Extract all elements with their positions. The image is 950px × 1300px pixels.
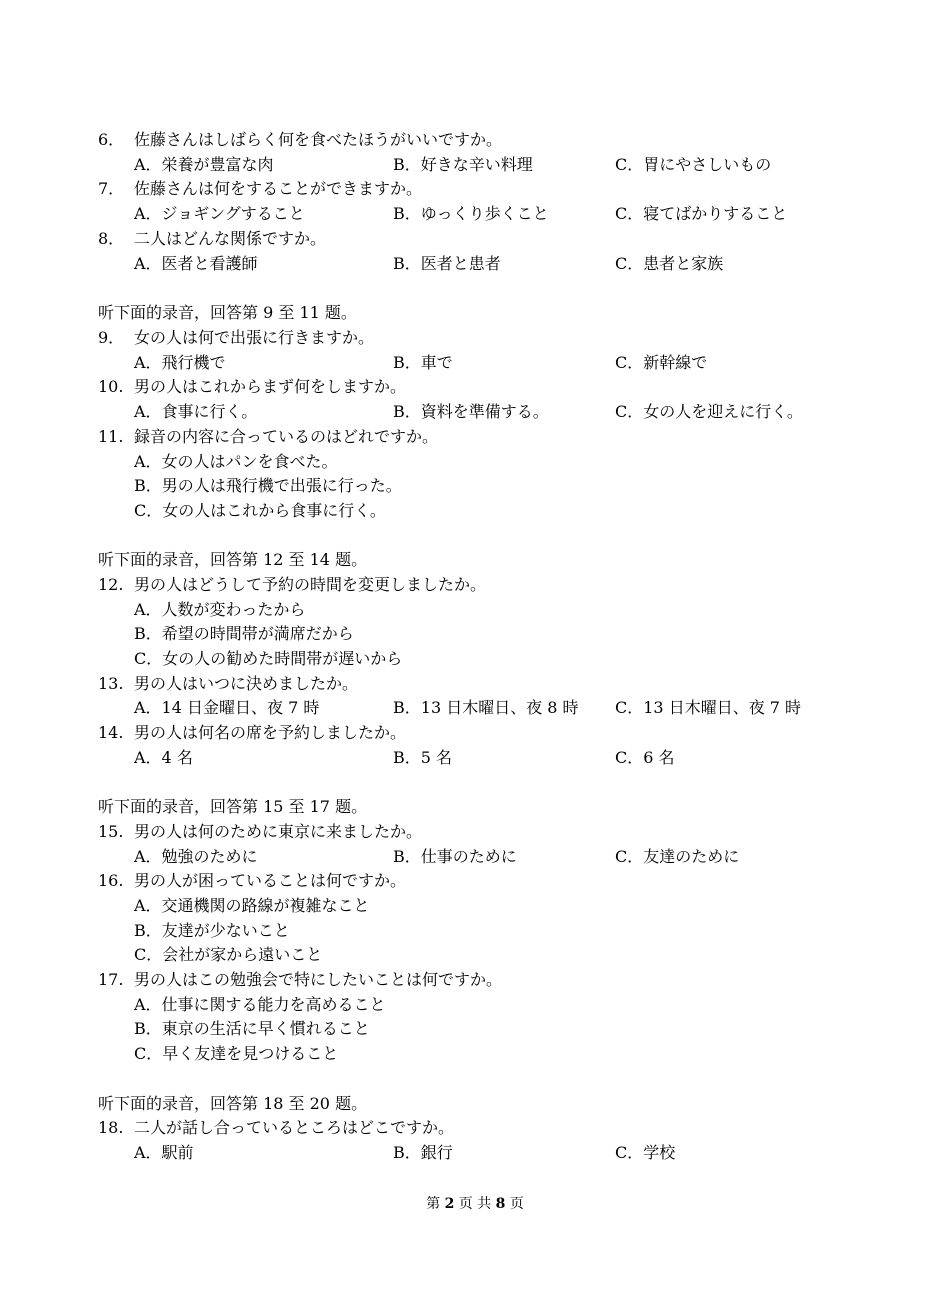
footer-middle: 页 共 (458, 1196, 492, 1212)
question-number: 14. (98, 723, 124, 742)
option-c: C．学校 (615, 1143, 676, 1162)
option-a: A．勉強のために (134, 847, 258, 866)
question-text: 男の人はどうして予約の時間を変更しましたか。 (134, 575, 487, 594)
option-b: B．ゆっくり歩くこと (393, 204, 549, 223)
question-text: 佐藤さんは何をすることができますか。 (134, 179, 423, 198)
option-c: C．友達のために (615, 847, 740, 866)
option-b: B．好きな辛い料理 (393, 155, 533, 174)
question-number: 13. (98, 674, 124, 693)
option-b: B．仕事のために (393, 847, 517, 866)
question-text: 二人はどんな関係ですか。 (134, 229, 327, 248)
question-number: 8． (98, 229, 125, 248)
footer-prefix: 第 (426, 1196, 441, 1212)
option-a: A．14 日金曜日、夜 7 時 (134, 698, 320, 717)
question-number: 6． (98, 130, 125, 149)
option-b: B．車で (393, 353, 453, 372)
option-c: C．胃にやさしいもの (615, 155, 772, 174)
option-b: B．5 名 (393, 748, 453, 767)
question-text: 男の人が困っていることは何ですか。 (134, 871, 407, 890)
option-a: A．栄養が豊富な肉 (134, 155, 274, 174)
option-c: C．6 名 (615, 748, 675, 767)
option-a: A．4 名 (134, 748, 193, 767)
option-b: B．銀行 (393, 1143, 453, 1162)
question-text: 佐藤さんはしばらく何を食べたほうがいいですか。 (134, 130, 503, 149)
page-footer (0, 1194, 950, 1214)
option-c: C．患者と家族 (615, 254, 724, 273)
option-b: B．資料を準備する。 (393, 402, 549, 421)
question-text: 女の人は何で出張に行きますか。 (134, 328, 375, 347)
option-a: A．駅前 (134, 1143, 194, 1162)
option-a: A．飛行機で (134, 353, 226, 372)
question-number: 10. (98, 377, 124, 396)
option-b: B．医者と患者 (393, 254, 501, 273)
footer-page-number: 2 (444, 1196, 455, 1212)
question-text: 男の人は何のために東京に来ましたか。 (134, 822, 423, 841)
option-a: A．ジョギングすること (134, 204, 305, 223)
exam-page: 6． 佐藤さんはしばらく何を食べたほうがいいですか。 A．栄養が豊富な肉 B．好きな辛い料理 C．胃にやさしいもの 7． 佐藤さんは何をすることができますか。 A．ジョギングすること B．ゆっくり歩くこと C．寝てばかりすること 8． 二人はどんな関係ですか。 A．医者と看護師 B．医者と患者 C．患者と家族 听下面的录音，回答第 9 至 11 题。 9． 女の人は何で出張に行きますか。 A．飛行機で B．車で C．新幹線で 10. 男の人はこれからまず何をしますか。 A．食事に行く。 B．資料を準備する。 C．女の人を迎えに行く。 11. 録音の内容に合っているのはどれですか。 A．女の人はパンを食べた。 B．男の人は飛行機で出張に行った。 C．女の人はこれから食事に行く。 听下面的录音，回答第 12 至 14 题。 12. 男の人はどうして予約の時間を変更しましたか。 A．人数が変わったから B．希望の時間帯が満席だから C．女の人の勧めた時間帯が遅いから 13. 男の人はいつに決めましたか。 A．14 日金曜日、夜 7 時 B．13 日木曜日、夜 8 時 C．13 日木曜日、夜 7 時 14. 男の人は何名の席を予約しましたか。 A．4 名 B．5 名 C．6 名 听下面的录音，回答第 15 至 17 题。 15. 男の人は何のために東京に来ましたか。 A．勉強のために B．仕事のために C．友達のために 16. 男の人が困っていることは何ですか。 A．交通機関の路線が複雑なこと B．友達が少ないこと C．会社が家から遠いこと 17. 男の人はこの勉強会で特にしたいことは何ですか。 A．仕事に関する能力を高めること B．東京の生活に早く慣れること C．早く友達を見つけること 听下面的录音，回答第 18 至 20 题。 18. 二人が話し合っているところはどこですか。 A．駅前 B．銀行 C．学校 第 2 页 共 8 页 (0, 0, 950, 1300)
option-c: C．新幹線で (615, 353, 708, 372)
question-number: 9． (98, 328, 125, 347)
question-text: 男の人は何名の席を予約しましたか。 (134, 723, 407, 742)
question-number: 16. (98, 871, 124, 890)
question-number: 17. (98, 970, 124, 989)
question-text: 二人が話し合っているところはどこですか。 (134, 1118, 455, 1137)
option-c: C．寝てばかりすること (615, 204, 788, 223)
question-text: 男の人はこれからまず何をしますか。 (134, 377, 407, 396)
option-a: A．医者と看護師 (134, 254, 258, 273)
question-text: 録音の内容に合っているのはどれですか。 (134, 427, 439, 446)
question-number: 18. (98, 1118, 124, 1137)
question-number: 12. (98, 575, 124, 594)
option-a: A．食事に行く。 (134, 402, 258, 421)
question-text: 男の人はこの勉強会で特にしたいことは何ですか。 (134, 970, 503, 989)
option-c: C．13 日木曜日、夜 7 時 (615, 698, 802, 717)
question-number: 11. (98, 427, 124, 446)
option-c: C．女の人を迎えに行く。 (615, 402, 803, 421)
footer-suffix: 页 (509, 1196, 524, 1212)
option-b: B．13 日木曜日、夜 8 時 (393, 698, 579, 717)
footer-total-pages: 8 (495, 1196, 506, 1212)
question-text: 男の人はいつに決めましたか。 (134, 674, 359, 693)
question-number: 7． (98, 179, 125, 198)
question-number: 15. (98, 822, 124, 841)
